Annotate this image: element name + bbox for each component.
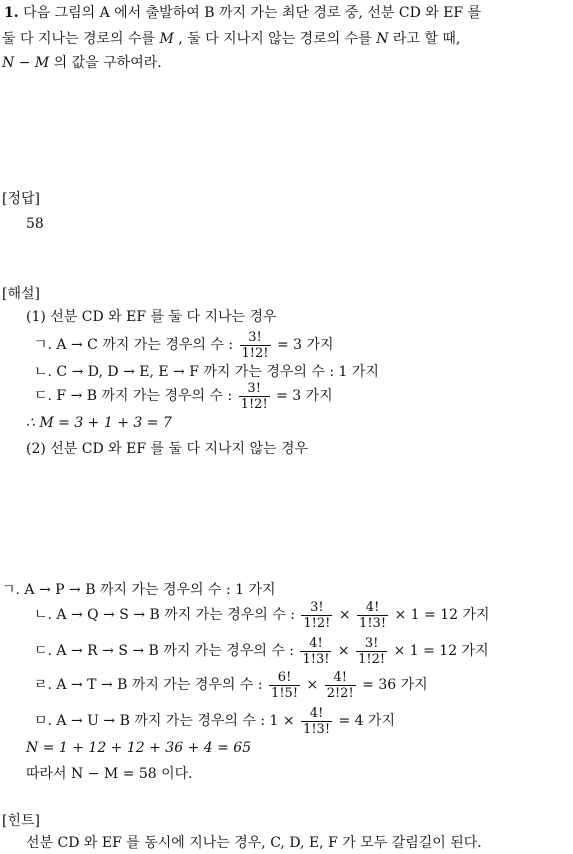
case-n-fraction-1: [301, 600, 332, 631]
case-m-result: = 4 가지: [338, 713, 396, 729]
case-n-label: ㄴ. A → Q → S → B 까지 가는 경우의 수 :: [34, 607, 295, 623]
problem-expression: N − M: [2, 55, 50, 71]
problem-text-2b: , 둘 다 지나지 않는 경로의 수를: [178, 31, 372, 47]
var-n: N: [376, 31, 389, 47]
case-n-fraction-2: [357, 600, 388, 631]
solution-step-c: [34, 377, 333, 415]
case-r-fraction-2: [325, 670, 356, 701]
step-a-result: = 3 가지: [276, 337, 334, 353]
final-answer-line: 따라서 N − M = 58 이다.: [26, 766, 193, 782]
step-c-result: = 3 가지: [276, 388, 333, 404]
case-d-f2-num: 3!: [356, 636, 387, 652]
problem-text-1: 다음 그림의 A 에서 출발하여 B 까지 가는 최단 경로 중, 선분 CD 와 EF 를: [23, 5, 482, 21]
problem-line-1: [4, 4, 481, 22]
solution-part1-title: (1) 선분 CD 와 EF 를 둘 다 지나는 경우: [26, 309, 277, 325]
step-a-fraction: [240, 330, 271, 361]
case-d: [34, 632, 489, 670]
m-result-line: ∴ M = 3 + 1 + 3 = 7: [26, 415, 172, 431]
case-r: [34, 666, 428, 704]
case-d-fraction-2: [356, 636, 387, 667]
case-r-fraction-1: [269, 670, 300, 701]
case-r-label: ㄹ. A → T → B 까지 가는 경우의 수 :: [34, 677, 263, 693]
problem-line-3: [2, 54, 162, 72]
var-m: M: [159, 31, 174, 47]
case-n-f2-den: 1!3!: [359, 615, 387, 631]
step-a-numerator: 3!: [240, 330, 271, 346]
step-c-fraction: [239, 381, 270, 412]
problem-line-2: [2, 30, 460, 48]
case-n: [34, 596, 490, 634]
case-n-result: × 1 = 12 가지: [394, 607, 490, 623]
case-m-den: 1!3!: [303, 721, 331, 737]
case-d-fraction-1: [300, 636, 331, 667]
solution-step-b: ㄴ. C → D, D → E, E → F 까지 가는 경우의 수 : 1 가지: [34, 364, 379, 380]
case-r-f1-num: 6!: [269, 670, 300, 686]
problem-text-3: 의 값을 구하여라.: [53, 55, 162, 71]
answer-value: 58: [26, 216, 44, 232]
times-sign: ×: [338, 607, 351, 623]
case-r-f2-num: 4!: [325, 670, 356, 686]
case-m-label: ㅁ. A → U → B 까지 가는 경우의 수 : 1 ×: [34, 713, 295, 729]
case-d-f2-den: 1!2!: [358, 651, 386, 667]
case-r-f1-den: 1!5!: [271, 685, 299, 701]
case-d-label: ㄷ. A → R → S → B 까지 가는 경우의 수 :: [34, 643, 295, 659]
case-d-result: × 1 = 12 가지: [393, 643, 489, 659]
hint-text: 선분 CD 와 EF 를 동시에 지나는 경우, C, D, E, F 가 모두 갈림길이 된다.: [26, 835, 482, 851]
times-sign: ×: [306, 677, 319, 693]
hint-heading: [힌트]: [2, 813, 40, 829]
solution-part2-title: (2) 선분 CD 와 EF 를 둘 다 지나지 않는 경우: [26, 441, 309, 457]
case-n-f1-den: 1!2!: [303, 615, 331, 631]
case-d-f1-num: 4!: [300, 636, 331, 652]
step-a-label: ㄱ. A → C 까지 가는 경우의 수 :: [34, 337, 234, 353]
step-c-label: ㄷ. F → B 까지 가는 경우의 수 :: [34, 388, 233, 404]
problem-number: 1.: [4, 5, 19, 21]
step-c-denominator: 1!2!: [240, 396, 268, 412]
case-r-result: = 36 가지: [362, 677, 428, 693]
solution-heading: [해설]: [2, 286, 40, 302]
case-m-num: 4!: [301, 706, 332, 722]
step-c-numerator: 3!: [239, 381, 270, 397]
problem-text-2a: 둘 다 지나는 경로의 수를: [2, 31, 156, 47]
case-m: [34, 702, 395, 740]
case-n-f2-num: 4!: [357, 600, 388, 616]
answer-heading: [정답]: [2, 191, 40, 207]
times-sign: ×: [337, 643, 350, 659]
solution-step-a: [34, 326, 334, 364]
case-m-fraction: [301, 706, 332, 737]
case-d-f1-den: 1!3!: [302, 651, 330, 667]
case-r-f2-den: 2!2!: [326, 685, 354, 701]
n-result-line: N = 1 + 12 + 12 + 36 + 4 = 65: [26, 740, 252, 756]
problem-text-2c: 라고 할 때,: [392, 31, 461, 47]
case-n-f1-num: 3!: [301, 600, 332, 616]
case-g: ㄱ. A → P → B 까지 가는 경우의 수 : 1 가지: [2, 582, 276, 598]
step-a-denominator: 1!2!: [241, 345, 269, 361]
